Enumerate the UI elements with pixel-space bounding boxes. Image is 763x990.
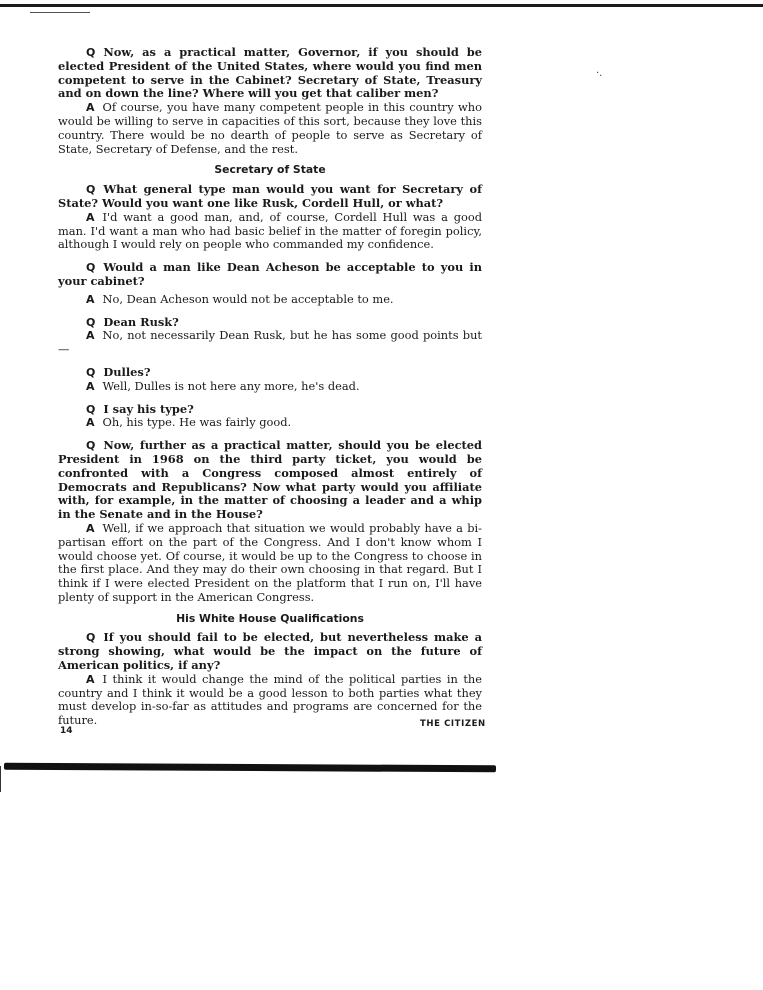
question-paragraph [58,403,482,417]
scan-speck: ·. [596,68,603,79]
speaker-label: Q [86,631,96,645]
speaker-label: A [86,521,95,535]
speaker-label: Q [86,183,96,197]
section-heading: Secretary of State [214,163,326,177]
question-text: Dulles? [103,364,151,379]
section-heading: His White House Qualifications [176,611,364,625]
scan-edge-mark [0,766,7,792]
question-text: Now, as a practical matter, Governor, if you should be elected President of the United States, where would you find men competent to serve in the Cabinet? Secretary of State, Treasury and on down the line? Where will you get that caliber men? [58,45,482,101]
answer-text: Well, Dulles is not here any more, he's dead. [102,378,360,393]
answer-paragraph [58,522,482,605]
speaker-label: Q [86,315,96,329]
question-text: Now, further as a practical matter, should you be elected President in 1968 on the third party ticket, you would be confronted with a Congress composed almost entirely of Democrats and Republicans? Now what party would you affiliate with, for example, in the matter of choosing a leader and a whip in the Senate and in the House? [58,438,482,522]
question-text: What general type man would you want for Secretary of State? Would you want one like Rusk, Cordell Hull, or what? [58,182,482,210]
speaker-label: Q [86,261,96,275]
answer-text: Of course, you have many competent people in this country who would be willing to serve in capacities of this sort, because they love this country. There would be no dearth of people to serve as Secretary of State, Secretary of Defense, and the rest. [58,100,482,156]
answer-text: I'd want a good man, and, of course, Cordell Hull was a good man. I'd want a man who had basic belief in the matter of foregin policy, although I would rely on people who commanded my confidence. [58,209,482,252]
page-number: 14 [60,726,73,736]
speaker-label: A [86,101,95,115]
answer-text: I think it would change the mind of the political parties in the country and I think it would be a good lesson to both parties what they must develop in-so-far as attitudes and programs are concerned for the future. [58,671,482,728]
answer-paragraph [58,673,482,728]
question-text: Would a man like Dean Acheson be acceptable to you in your cabinet? [58,260,482,288]
question-text: Dean Rusk? [103,314,179,329]
question-paragraph [58,366,482,380]
question-text: I say his type? [103,401,194,416]
speaker-label: Q [86,365,96,379]
question-paragraph [58,183,482,211]
top-rule-mark [30,12,90,13]
speaker-label: A [86,210,95,224]
speaker-label: A [86,672,95,686]
speaker-label: A [86,329,95,343]
answer-paragraph [58,380,482,394]
publication-name: THE CITIZEN [420,719,486,729]
speaker-label: Q [86,439,96,453]
speaker-label: Q [86,46,96,59]
question-paragraph [58,316,482,330]
answer-paragraph [58,211,482,252]
question-paragraph [58,46,482,101]
answer-text: No, Dean Acheson would not be acceptable to me. [102,291,394,306]
answer-text: Well, if we approach that situation we would probably have a bi-partisan effort on the part of the Congress. And I don't know whom I would choose yet. Of course, it would be up to the Congress to choose in the first place. And they may do their own choosing in that regard. But I think if I were elected President on the platform that I run on, I'll have plenty of support in the American Congress. [58,520,482,604]
bottom-rule [4,763,496,773]
answer-paragraph [58,293,482,307]
speaker-label: A [86,416,95,430]
question-paragraph [58,631,482,672]
top-rule [0,4,763,7]
question-paragraph [58,439,482,522]
answer-text: Oh, his type. He was fairly good. [102,415,292,430]
speaker-label: A [86,379,95,393]
answer-paragraph [58,329,482,357]
question-paragraph [58,261,482,289]
speaker-label: A [86,292,95,306]
speaker-label: Q [86,402,96,416]
article-body [58,44,482,728]
answer-paragraph [58,416,482,430]
answer-paragraph [58,101,482,156]
answer-text: No, not necessarily Dean Rusk, but he has some good points but— [58,328,482,357]
question-text: If you should fail to be elected, but nevertheless make a strong showing, what would be the impact on the future of American politics, if any? [58,630,482,673]
